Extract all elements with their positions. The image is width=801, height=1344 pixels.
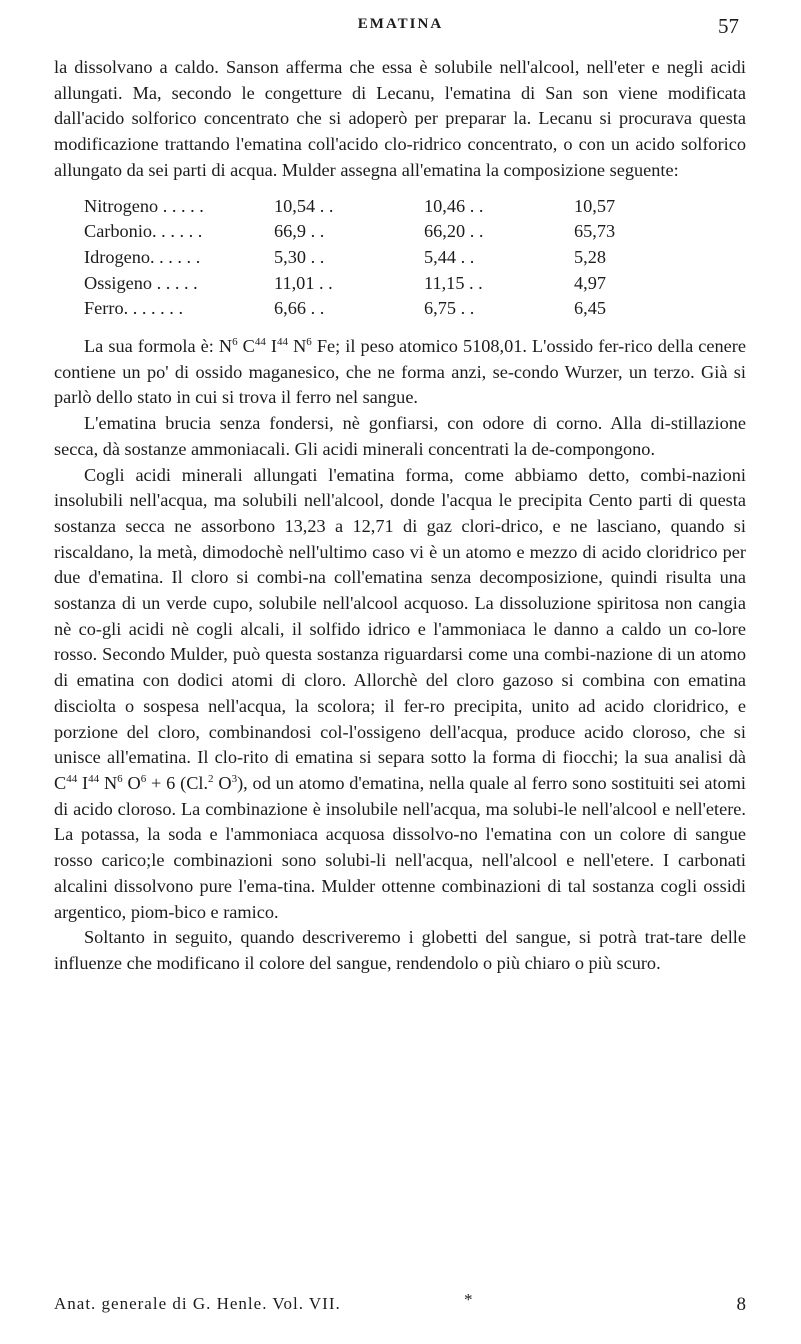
table-row [84, 296, 654, 322]
superscript: 2 [208, 772, 214, 785]
text-run: C [237, 336, 255, 357]
text-run: Cogli acidi minerali allungati l'ematina forma, come abbiamo detto, combi-nazioni insolubili nell'acqua, ma solubili nell'alcool, donde l'acqua le precipita Cento parti di questa sostanza secca ne assorbono 13,23 a 12,71 di gaz clori-drico, e ne lasciano, quando si riscaldano, la metà, dimodochè nell'ultimo caso vi è un atomo e mezzo di acido cloridrico per due d'ematina. Il cloro si combi-na coll'ematina senza decomposizione, quindi risulta una sostanza di un verde cupo, solubile nell'alcool acquoso. La dissoluzione spiritosa non cangia nè co-gli acidi nè cogli alcali, il solfido idrico e l'ammoniaca le danno a caldo un co-lore rosso. Secondo Mulder, può questa sostanza riguardarsi come una combi-nazione di un atomo di ematina con dodici atomi di cloro. Allorchè del cloro gazoso si combina con ematina disciolta o sospesa nell'acqua, la scolora; il fer-ro precipita, unito ad acido cloridrico, e porzione del cloro, combinandosi col-l'ossigeno dell'acqua, produce acido cloroso, che si unisce all'ematina. Il clo-rito di ematina si separa sotto la forma di fiocchi; la sua analisi dà C [54, 464, 746, 793]
text-run: I [265, 336, 278, 357]
value-cell: 11,01 . . [274, 272, 333, 293]
footer-signature-number: 8 [736, 1294, 746, 1315]
value-cell: 11,15 . . [424, 272, 483, 293]
footer-signature-mark: * [464, 1290, 473, 1309]
value-cell: 4,97 [574, 272, 606, 293]
value-cell: 5,28 [574, 246, 606, 267]
paragraph-formula [54, 334, 746, 411]
value-cell: 10,57 [574, 195, 616, 216]
value-cell: 5,44 . . [424, 246, 475, 267]
value-cell: 6,66 . . [274, 298, 325, 319]
value-cell: 66,9 . . [274, 221, 325, 242]
superscript: 6 [117, 772, 123, 785]
superscript: 44 [254, 335, 266, 348]
body-text [54, 55, 746, 977]
superscript: 3 [231, 772, 238, 785]
element-name: Ferro. . . . . . . [84, 298, 184, 319]
paragraph-closing: Soltanto in seguito, quando descriveremo i globetti del sangue, si potrà trat-tare delle influenze che modificano il colore del sangue, rendendolo o più chiaro o più scuro. [54, 927, 746, 973]
value-cell: 6,75 . . [424, 298, 475, 319]
superscript: 6 [140, 772, 147, 785]
table-row [84, 271, 654, 297]
value-cell: 6,45 [574, 298, 606, 319]
value-cell: 10,46 . . [424, 195, 484, 216]
page-footer [54, 1290, 746, 1322]
text-run: O [213, 772, 232, 793]
value-cell: 5,30 . . [274, 246, 325, 267]
value-cell: 10,54 . . [274, 195, 334, 216]
text-run: I [77, 772, 89, 793]
table-row [84, 194, 654, 220]
text-run: + 6 (Cl. [146, 772, 209, 793]
text-run: O [122, 772, 141, 793]
text-run: La sua formola è: N [84, 336, 233, 357]
running-head [0, 14, 801, 44]
paragraph-intro: la dissolvano a caldo. Sanson afferma che essa è solubile nell'alcool, nell'eter e negli acidi allungati. Ma, secondo le congetture di Lecanu, l'ematina di San son viene modificata dall'acido solforico concentrato che si adoperò per preparar la. Lecanu si procurava questa modificazione trattando l'ematina coll'acido clo-ridrico concentrato, o con un acido solforico allungato da sei parti di acqua. Mulder assegna all'ematina la composizione seguente: [54, 57, 746, 180]
superscript: 44 [88, 772, 100, 785]
value-cell: 66,20 . . [424, 221, 484, 242]
text-run: ), od un atomo d'ematina, nella quale al ferro sono sostituiti sei atomi di acido cloroso. La combinazione è insolubile nell'acqua, ma solubi-le nell'alcool e nell'etere. La potassa, la soda e l'ammoniaca acquosa dissolvo-no l'ematina con un colore di sangue rosso carico;le combinazioni sono solubi-li nell'acqua, nell'alcool e nell'etere. I carbonati alcalini dissolvono pure l'ema-tina. Mulder ottenne combinazioni di tal sostanza cogli ossidi argentico, piom-bico e ramico. [54, 772, 747, 922]
superscript: 44 [277, 335, 289, 348]
paragraph-acids [54, 463, 746, 926]
element-name: Carbonio. . . . . . [84, 221, 203, 242]
paragraph-combustion: L'ematina brucia senza fondersi, nè gonfiarsi, con odore di corno. Alla di-stillazione secca, dà sostanze ammoniacali. Gli acidi minerali concentrati la de-compongono. [54, 413, 746, 459]
footer-book-title: Anat. generale di G. Henle. Vol. VII. [54, 1294, 341, 1313]
composition-table [84, 194, 654, 323]
table-row [84, 245, 654, 271]
superscript: 6 [232, 335, 238, 348]
element-name: Ossigeno . . . . . [84, 272, 198, 293]
table-row [84, 219, 654, 245]
running-title: EMATINA [357, 16, 444, 32]
superscript: 44 [66, 772, 78, 785]
superscript: 6 [306, 335, 312, 348]
text-run: Fe; il peso atomico 5108,01. L'ossido fer-rico della cenere contiene un po' di ossido maganesico, che ne forma anzi, se-condo Wurzer, un terzo. Già si parlò dello stato in cui si trova il ferro nel sangue. [54, 336, 746, 408]
text-run: N [288, 336, 307, 357]
value-cell: 65,73 [574, 221, 616, 242]
page-number: 57 [718, 14, 739, 38]
element-name: Nitrogeno . . . . . [84, 195, 204, 216]
text-run: N [99, 772, 118, 793]
element-name: Idrogeno. . . . . . [84, 246, 201, 267]
